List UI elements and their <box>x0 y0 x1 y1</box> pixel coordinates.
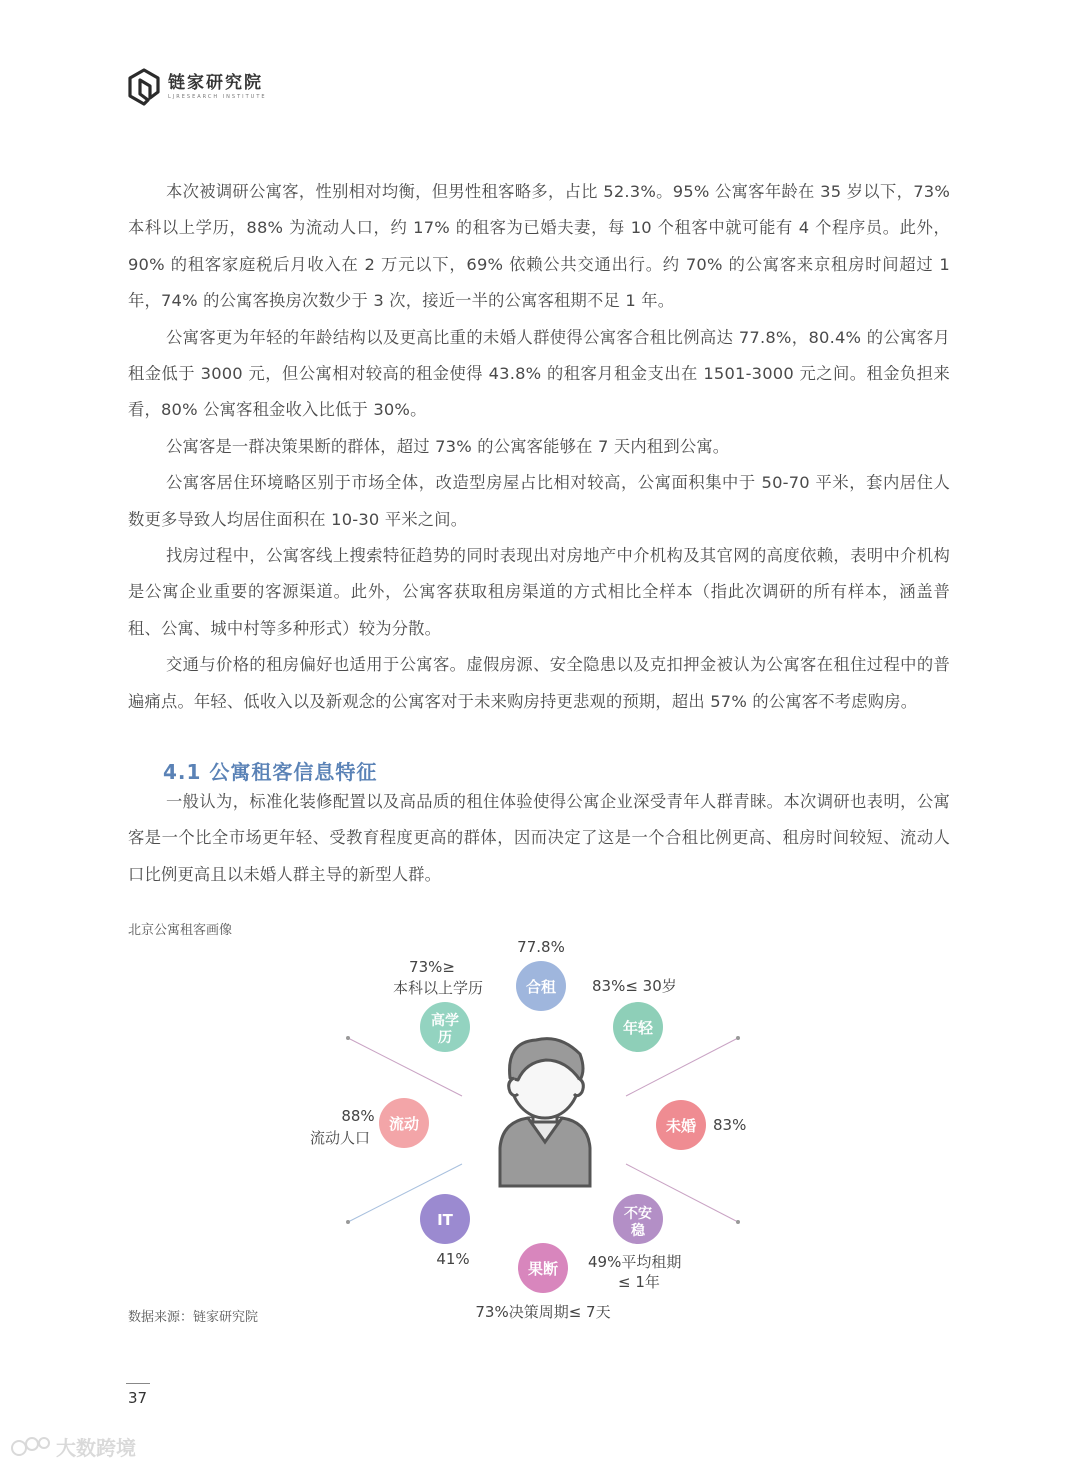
tenant-profile-diagram <box>290 930 790 1330</box>
education-value-line1: 73%≥ <box>409 958 455 976</box>
node-it <box>420 1194 470 1268</box>
paragraph: 公寓客是一群决策果断的群体，超过 73% 的公寓客能够在 7 天内租到公寓。 <box>166 436 730 456</box>
mobile-value-line1: 88% <box>341 1107 375 1125</box>
node-unmarried <box>656 1100 746 1150</box>
education-value-line2: 本科以上学历 <box>392 979 484 997</box>
unstable-label-line1: 不安 <box>624 1206 652 1222</box>
section-intro <box>128 784 950 893</box>
section-title: 4.1 公寓租客信息特征 <box>163 760 378 784</box>
unstable-value-line1: 49%平均租期 <box>588 1253 682 1271</box>
young-label: 年轻 <box>622 1019 654 1037</box>
figure-caption: 北京公寓租客画像 <box>128 923 233 938</box>
logo-name-cn: 链家研究院 <box>168 73 263 93</box>
person-icon <box>500 1039 590 1186</box>
education-label-line1: 高学 <box>431 1013 459 1029</box>
mobile-value-line2: 流动人口 <box>309 1129 371 1147</box>
unstable-value-line2: ≤ 1年 <box>618 1273 660 1291</box>
mobile-label: 流动 <box>388 1115 420 1133</box>
paragraph: 一般认为，标准化装修配置以及高品质的租住体验使得公寓企业深受青年人群青睐。本次调研也表明，公寓客是一个比全市场更年轻、受教育程度更高的群体，因而决定了这是一个合租比例更高、租房时间较短、流动人口比例更高且以未婚人群主导的新型人群。 <box>128 792 950 884</box>
young-value: 83%≤ 30岁 <box>592 977 677 995</box>
body-text <box>128 174 950 720</box>
node-education <box>393 958 483 1052</box>
education-label-line2: 历 <box>438 1030 452 1046</box>
page-number: 37 <box>128 1389 148 1407</box>
it-value: 41% <box>436 1250 470 1268</box>
unmarried-label: 未婚 <box>665 1117 697 1135</box>
decisive-label: 果断 <box>527 1260 559 1278</box>
shared-rent-label: 合租 <box>525 978 557 996</box>
node-young <box>592 977 677 1052</box>
node-unstable <box>588 1194 681 1291</box>
data-source: 数据来源：链家研究院 <box>128 1310 259 1325</box>
watermark <box>10 1432 136 1461</box>
paragraph: 找房过程中，公寓客线上搜索特征趋势的同时表现出对房地产中介机构及其官网的高度依赖，表明中介机构是公寓企业重要的客源渠道。此外，公寓客获取租房渠道的方式相比全样本（指此次调研的所有样本，涵盖普租、公寓、城中村等多种形式）较为分散。 <box>128 546 950 638</box>
decisive-value: 73%决策周期≤ 7天 <box>475 1303 611 1321</box>
watermark-logo-icon <box>10 1434 52 1460</box>
unmarried-value: 83% <box>713 1116 747 1134</box>
node-shared-rent <box>516 938 566 1011</box>
shared-rent-value: 77.8% <box>517 938 565 956</box>
node-mobile <box>310 1098 429 1148</box>
logo-name-en: LJRESEARCH INSTITUTE <box>168 94 267 100</box>
watermark-text: 大数跨境 <box>56 1436 136 1460</box>
lianjia-logo-icon <box>126 68 162 106</box>
it-label: IT <box>437 1211 453 1229</box>
paragraph: 公寓客更为年轻的年龄结构以及更高比重的未婚人群使得公寓客合租比例高达 77.8%，80.4% 的公寓客月租金低于 3000 元，但公寓相对较高的租金使得 43.8% 的租客月租金支出在 1501-3000 元之间。租金负担来看，80% 公寓客租金收入比低于 30%。 <box>128 327 950 420</box>
paragraph: 交通与价格的租房偏好也适用于公寓客。虚假房源、安全隐患以及克扣押金被认为公寓客在租住过程中的普遍痛点。年轻、低收入以及新观念的公寓客对于未来购房持更悲观的预期，超出 57% 的公寓客不考虑购房。 <box>128 655 950 711</box>
logo <box>126 68 267 106</box>
page-number-rule <box>126 1383 150 1384</box>
unstable-label-line2: 稳 <box>631 1223 645 1239</box>
paragraph: 公寓客居住环境略区别于市场全体，改造型房屋占比相对较高，公寓面积集中于 50-70 平米，套内居住人数更多导致人均居住面积在 10-30 平米之间。 <box>128 473 950 529</box>
paragraph: 本次被调研公寓客，性别相对均衡，但男性租客略多，占比 52.3%。95% 公寓客年龄在 35 岁以下，73% 本科以上学历，88% 为流动人口，约 17% 的租客为已婚夫妻，每 10 个租客中就可能有 4 个程序员。此外，90% 的租客家庭税后月收入在 2 万元以下，69% 依赖公共交通出行。约 70% 的公寓客来京租房时间超过 1 年，74% 的公寓客换房次数少于 3 次，接近一半的公寓客租期不足 1 年。 <box>128 182 950 311</box>
